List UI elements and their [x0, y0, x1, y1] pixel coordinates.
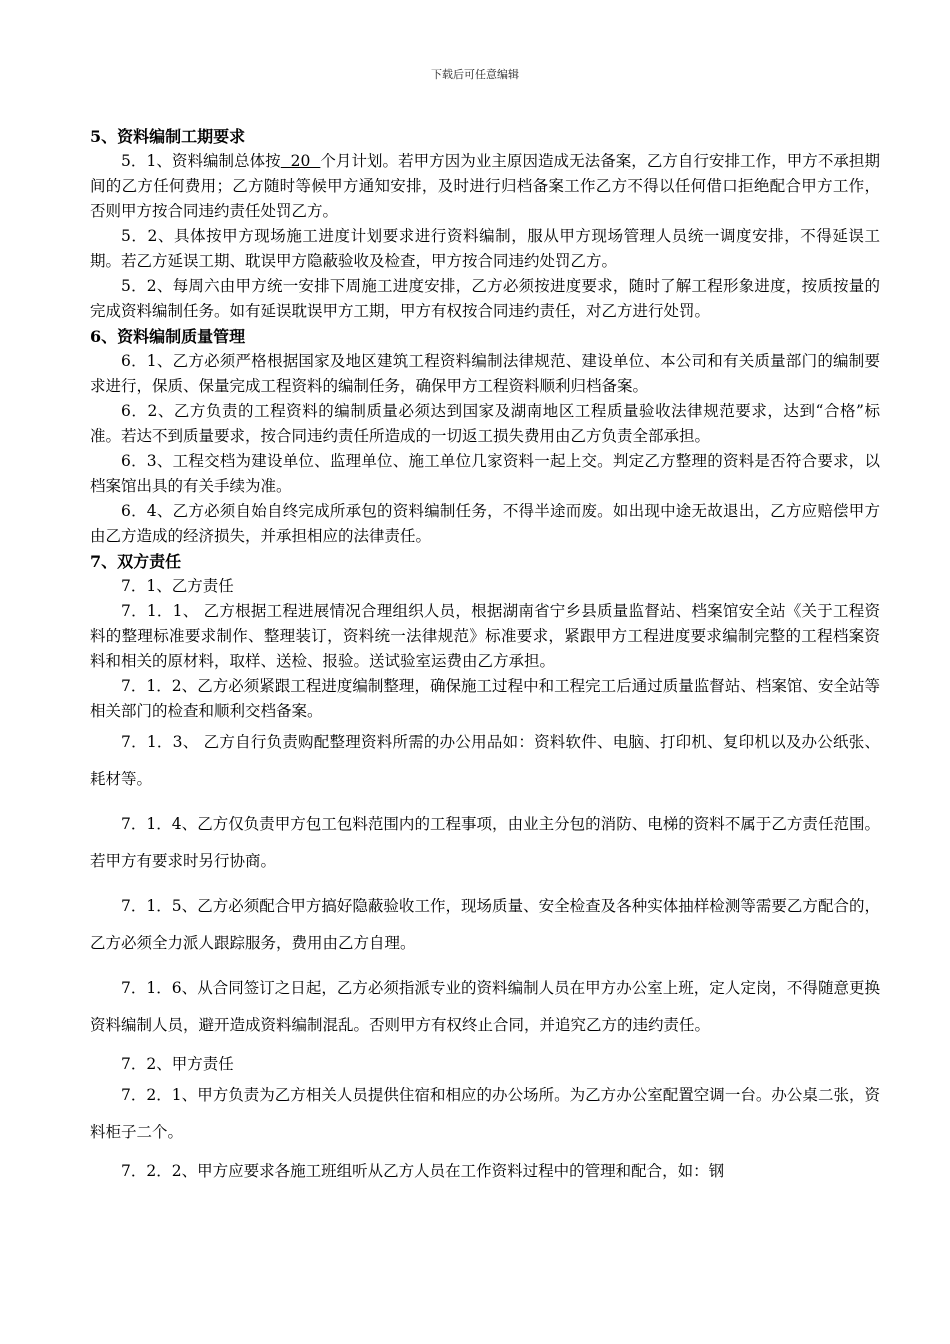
paragraph-7-1-6: 7．1．6、从合同签订之日起，乙方必须指派专业的资料编制人员在甲方办公室上班，定人定岗，不得随意更换资料编制人员，避开造成资料编制混乱。否则甲方有权终止合同，并追究乙方的违约责任。 — [90, 979, 880, 1034]
spacer — [90, 798, 880, 806]
paragraph-6-2: 6．2、乙方负责的工程资料的编制质量必须达到国家及湖南地区工程质量验收法律规范要求，达到“合格”标准。若达不到质量要求，按合同违约责任所造成的一切返工损失费用由乙方负责全部承担。 — [90, 402, 880, 445]
document-body — [90, 124, 880, 1184]
paragraph-7-1-3: 7．1．3、 乙方自行负责购配整理资料所需的办公用品如：资料软件、电脑、打印机、复印机以及办公纸张、耗材等。 — [90, 733, 880, 788]
spacer — [90, 1044, 880, 1052]
paragraph-7-1-2: 7．1．2、乙方必须紧跟工程进度编制整理，确保施工过程中和工程完工后通过质量监督站、档案馆、安全站等相关部门的检查和顺利交档备案。 — [90, 677, 880, 720]
paragraph-7-1-1: 7．1．1、 乙方根据工程进展情况合理组织人员，根据湖南省宁乡县质量监督站、档案馆安全站《关于工程资料的整理标准要求制作、整理装订，资料统一法律规范》标准要求，紧跟甲方工程进度要求编制完整的工程档案资料和相关的原材料，取样、送检、报验。送试验室运费由乙方承担。 — [90, 602, 880, 670]
subheading-7-2: 7．2、甲方责任 — [121, 1055, 234, 1073]
paragraph-7-2-1: 7．2．1、甲方负责为乙方相关人员提供住宿和相应的办公场所。为乙方办公室配置空调一台。办公桌二张，资料柜子二个。 — [90, 1086, 880, 1141]
paragraph-6-4: 6．4、乙方必须自始自终完成所承包的资料编制任务，不得半途而废。如出现中途无故退出，乙方应赔偿甲方由乙方造成的经济损失，并承担相应的法律责任。 — [90, 502, 880, 545]
subheading-7-1: 7．1、乙方责任 — [121, 577, 234, 595]
section-7-heading: 7、双方责任 — [90, 552, 182, 571]
page-header: 下载后可任意编辑 — [431, 68, 519, 81]
paragraph-5-1-rest: 个月计划。若甲方因为业主原因造成无法备案，乙方自行安排工作，甲方不承担期间的乙方任何费用；乙方随时等候甲方通知安排，及时进行归档备案工作乙方不得以任何借口拒绝配合甲方工作，否则甲方按合同违约责任处罚乙方。 — [90, 152, 880, 220]
paragraph-7-2-2: 7．2．2、甲方应要求各施工班组听从乙方人员在工作资料过程中的管理和配合，如：钢 — [121, 1162, 725, 1180]
spacer — [90, 962, 880, 970]
paragraph-5-2b: 5．2、每周六由甲方统一安排下周施工进度安排，乙方必须按进度要求，随时了解工程形象进度，按质按量的完成资料编制任务。如有延误耽误甲方工期，甲方有权按合同违约责任，对乙方进行处罚。 — [90, 277, 880, 320]
paragraph-5-2: 5．2、具体按甲方现场施工进度计划要求进行资料编制，服从甲方现场管理人员统一调度安排，不得延误工期。若乙方延误工期、耽误甲方隐蔽验收及检查，甲方按合同违约处罚乙方。 — [90, 227, 880, 270]
spacer — [90, 880, 880, 888]
paragraph-7-1-5: 7．1．5、乙方必须配合甲方搞好隐蔽验收工作，现场质量、安全检查及各种实体抽样检测等需要乙方配合的，乙方必须全力派人跟踪服务，费用由乙方自理。 — [90, 897, 880, 952]
section-6-heading: 6、资料编制质量管理 — [90, 327, 246, 346]
schedule-months-value: 20 — [280, 152, 321, 170]
paragraph-6-3: 6．3、工程交档为建设单位、监理单位、施工单位几家资料一起上交。判定乙方整理的资料是否符合要求，以档案馆出具的有关手续为准。 — [90, 452, 880, 495]
spacer — [90, 1151, 880, 1159]
paragraph-6-1: 6．1、乙方必须严格根据国家及地区建筑工程资料编制法律规范、建设单位、本公司和有关质量部门的编制要求进行，保质、保量完成工程资料的编制任务，确保甲方工程资料顺利归档备案。 — [90, 352, 880, 395]
paragraph-5-1 — [90, 149, 880, 224]
section-5-heading: 5、资料编制工期要求 — [90, 127, 246, 146]
paragraph-5-1-start: 5．1、资料编制总体按 — [121, 152, 281, 170]
paragraph-7-1-4: 7．1．4、乙方仅负责甲方包工包料范围内的工程事项，由业主分包的消防、电梯的资料不属于乙方责任范围。若甲方有要求时另行协商。 — [90, 815, 880, 870]
